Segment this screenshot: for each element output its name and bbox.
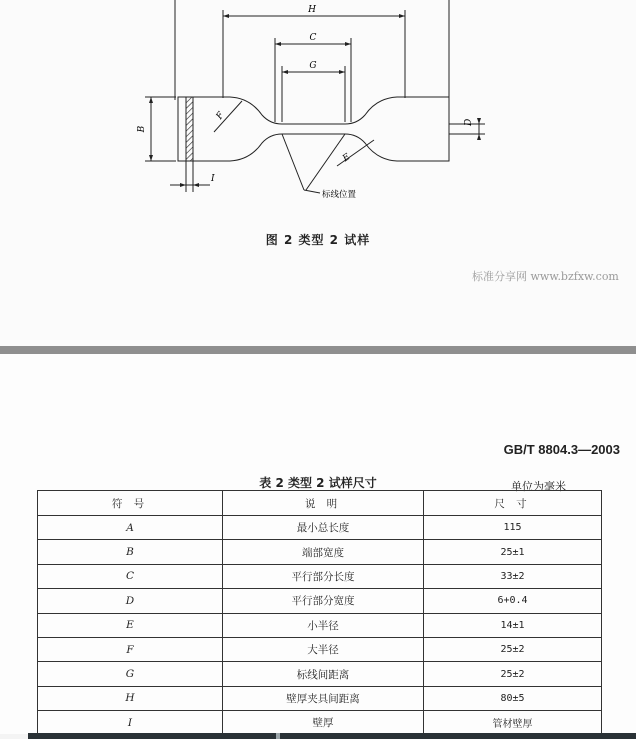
row-symbol: D [38,589,223,613]
row-value: 25±2 [424,637,602,661]
table-row [38,564,602,588]
dimensions-table [37,490,602,736]
dim-label-c: C [309,33,317,43]
row-value: 115 [424,516,602,540]
row-description: 壁厚夹具间距离 [223,686,424,710]
unit-note: 单位为毫米 [511,480,566,493]
dim-label-g: G [309,61,317,71]
table-row [38,686,602,710]
row-symbol: F [38,637,223,661]
standard-number: GB/T 8804.3—2003 [503,442,620,457]
row-symbol: A [38,516,223,540]
row-description: 最小总长度 [223,516,424,540]
row-symbol: H [38,686,223,710]
row-symbol: I [38,711,223,735]
watermark: 标准分享网 www.bzfxw.com [472,270,619,283]
row-value: 80±5 [424,686,602,710]
table-row [38,637,602,661]
table-header-row [38,491,602,516]
dim-label-h: H [308,5,316,15]
row-symbol: G [38,662,223,686]
horizontal-scrollbar[interactable] [28,733,636,739]
row-value: 33±2 [424,564,602,588]
row-description: 平行部分宽度 [223,589,424,613]
specimen-drawing [0,0,636,230]
row-symbol: E [38,613,223,637]
row-description: 标线间距离 [223,662,424,686]
table-row [38,613,602,637]
row-symbol: B [38,540,223,564]
figure-caption: 图 2 类型 2 试样 [265,233,371,247]
row-description: 大半径 [223,637,424,661]
table-row [38,516,602,540]
row-value: 管材壁厚 [424,711,602,735]
dim-label-f: F [214,110,227,122]
table-row [38,540,602,564]
row-symbol: C [38,564,223,588]
header-dimension: 尺 寸 [424,491,602,516]
dim-label-d: D [464,118,474,126]
scrollbar-thumb[interactable] [276,733,280,739]
row-value: 25±2 [424,662,602,686]
header-description: 说 明 [223,491,424,516]
row-description: 小半径 [223,613,424,637]
table-row [38,662,602,686]
dim-label-e: E [341,152,353,165]
header-symbol: 符 号 [38,491,223,516]
dim-label-b: B [137,125,147,133]
table-row [38,589,602,613]
gauge-mark-callout: 标线位置 [322,190,357,200]
row-description: 平行部分长度 [223,564,424,588]
row-value: 25±1 [424,540,602,564]
table-row [38,711,602,735]
row-value: 6+0.4 [424,589,602,613]
page-divider [0,346,636,354]
row-value: 14±1 [424,613,602,637]
row-description: 端部宽度 [223,540,424,564]
row-description: 壁厚 [223,711,424,735]
table-title: 表 2 类型 2 试样尺寸 [259,476,377,490]
dim-label-i: I [211,174,215,184]
